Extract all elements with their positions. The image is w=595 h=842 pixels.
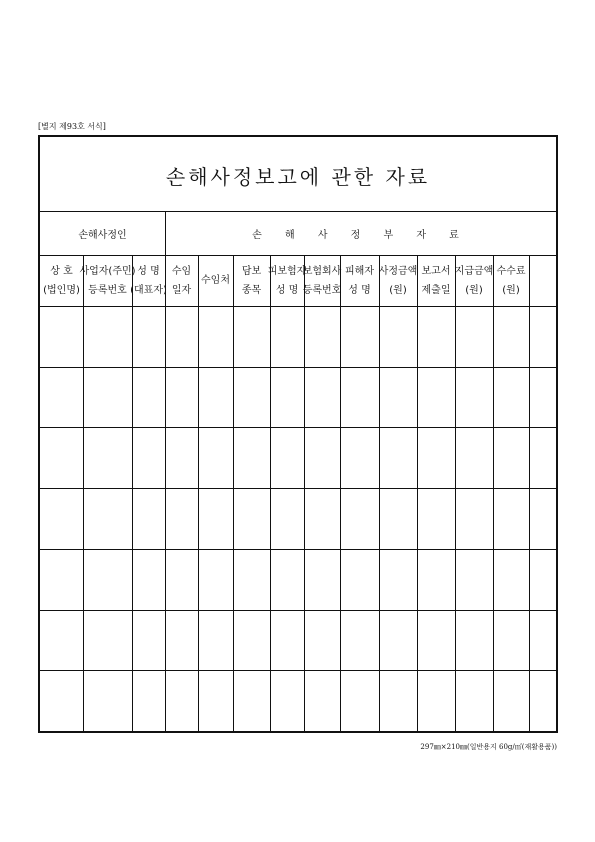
- title-divider: [40, 211, 556, 212]
- column-header-line: 보고서: [421, 265, 451, 277]
- column-header-line: 성 명: [275, 284, 299, 296]
- column-header: [379, 255, 417, 306]
- column-divider: [455, 255, 456, 731]
- column-header: [493, 255, 529, 306]
- page-title: 손해사정보고에 관한 자료: [165, 165, 431, 189]
- column-divider: [270, 255, 271, 731]
- column-header-line: 사업자(주민): [79, 265, 136, 277]
- column-header: [233, 255, 270, 306]
- column-divider: [529, 255, 530, 731]
- column-header-line: 사정금액: [378, 265, 418, 277]
- group-adjuster: 손해사정인: [78, 229, 127, 241]
- column-header: [40, 255, 83, 306]
- row-divider: [40, 427, 556, 428]
- column-header-line: (원): [389, 284, 407, 296]
- column-header-line: 피해자: [345, 265, 374, 277]
- row-divider: [40, 306, 556, 307]
- form-frame: [38, 135, 558, 733]
- form-label: [별지 제93호 서식]: [38, 122, 106, 131]
- column-header-line: 상 호: [50, 265, 73, 277]
- column-header-line: 보험회사: [302, 265, 342, 277]
- column-divider: [340, 255, 341, 731]
- column-header-line: 일자: [171, 284, 192, 296]
- column-divider: [83, 255, 84, 731]
- column-divider: [304, 255, 305, 731]
- column-header: [304, 255, 340, 306]
- paper-spec-note: 297㎜×210㎜(일반용지 60g/㎡(재활용품)): [420, 743, 557, 751]
- column-header-line: 성 명: [137, 265, 160, 277]
- column-divider: [493, 255, 494, 731]
- column-header-line: 지급금액: [454, 265, 494, 277]
- column-header-line: (원): [465, 284, 483, 296]
- column-header-line: 수수료: [496, 265, 526, 277]
- row-divider: [40, 488, 556, 489]
- column-divider: [198, 255, 199, 731]
- column-divider: [417, 255, 418, 731]
- column-divider: [379, 255, 380, 731]
- column-header: [340, 255, 379, 306]
- row-divider: [40, 610, 556, 611]
- column-header-line: 제출일: [421, 284, 451, 296]
- column-header-line: 등록번호: [302, 284, 342, 296]
- row-divider: [40, 670, 556, 671]
- column-header: [455, 255, 493, 306]
- column-header-line: (원): [502, 284, 520, 296]
- column-divider: [132, 255, 133, 731]
- column-divider: [233, 255, 234, 731]
- column-header: [79, 255, 136, 306]
- column-header-line: 성 명: [348, 284, 371, 296]
- row-divider: [40, 367, 556, 368]
- column-header-line: (법인명): [43, 284, 80, 296]
- column-header: [267, 255, 307, 306]
- column-header-line: 담보: [241, 265, 262, 277]
- group-adjustment-data: 손 해 사 정 부 자 료: [252, 229, 469, 241]
- column-header-line: 수임: [171, 265, 192, 277]
- column-header-line: 등록번호: [88, 284, 127, 296]
- column-header-line: 종목: [241, 284, 262, 296]
- column-header-line: (대표자): [130, 284, 167, 296]
- column-header-line: 수임처: [201, 275, 230, 286]
- column-header: [417, 255, 455, 306]
- column-header-line: 피보험자: [267, 265, 307, 277]
- column-header: [198, 255, 233, 306]
- row-divider: [40, 549, 556, 550]
- column-header: [132, 255, 165, 306]
- column-header: [165, 255, 198, 306]
